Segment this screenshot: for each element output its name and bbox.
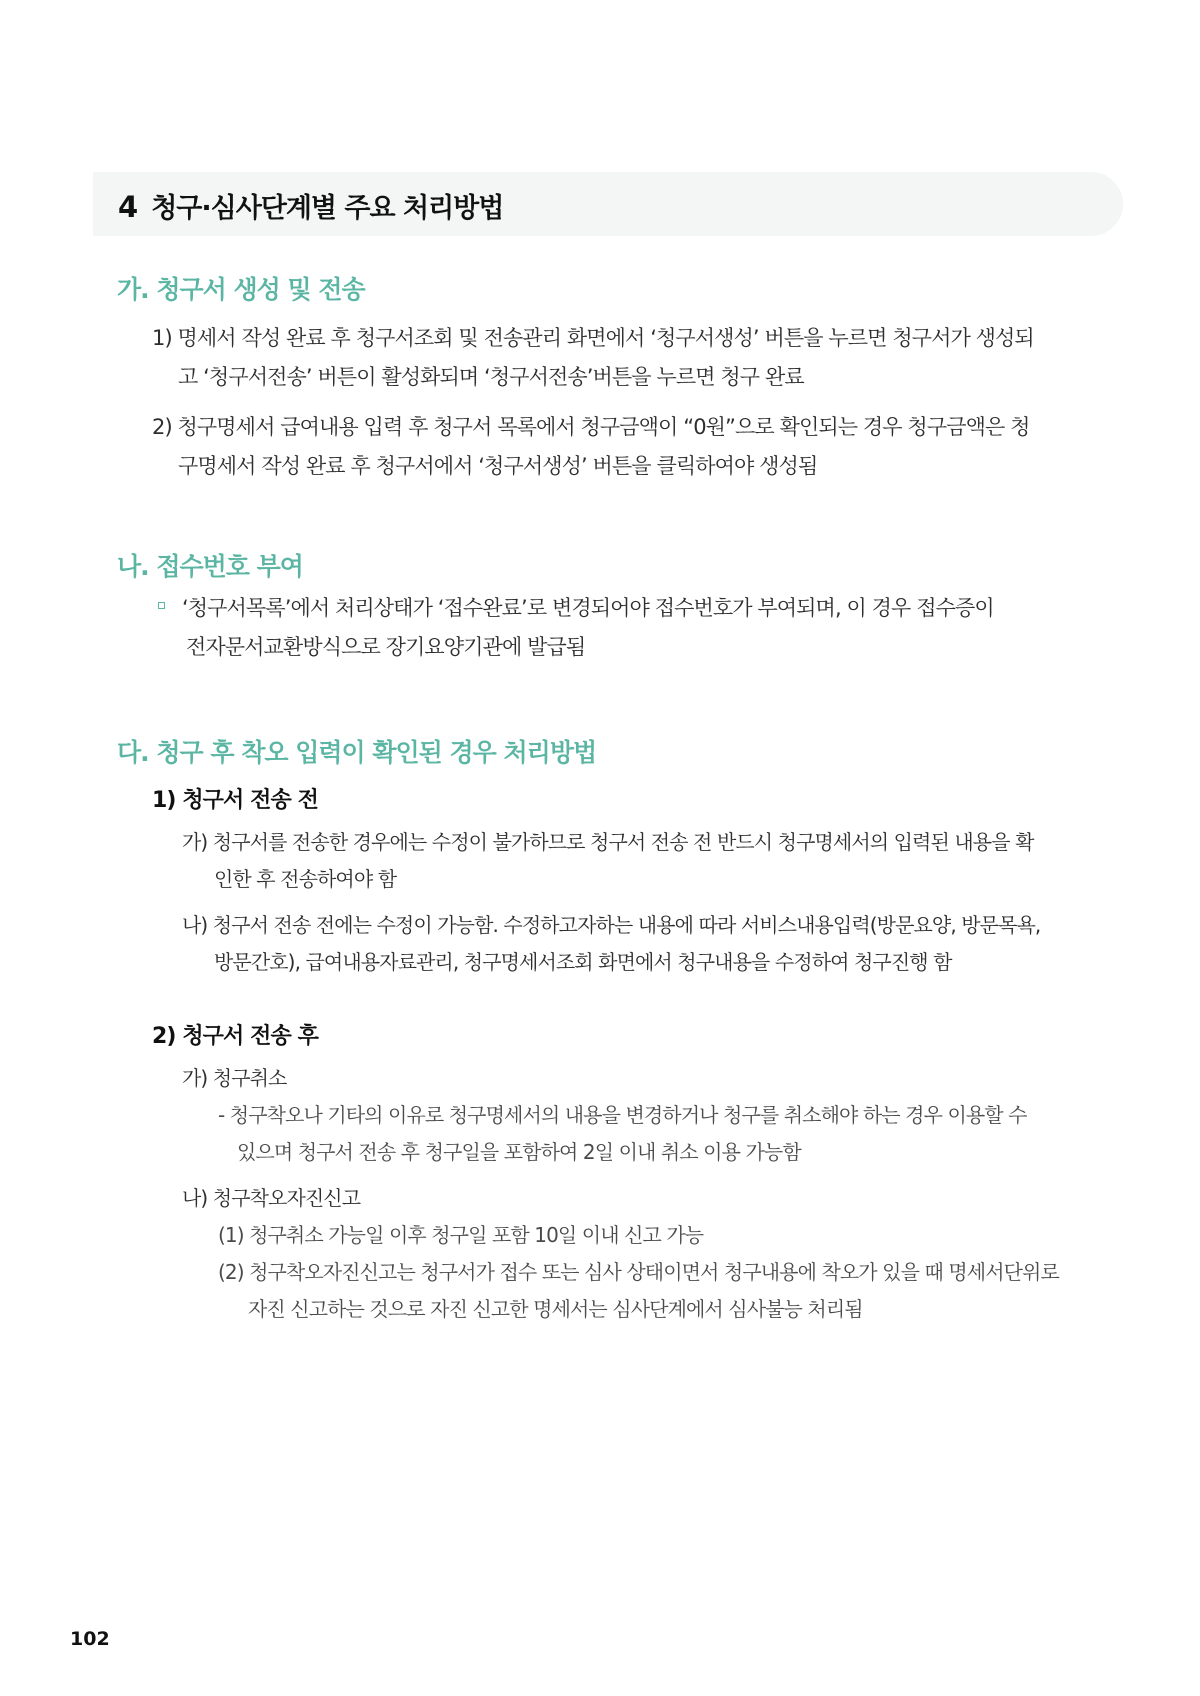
da-sub2-ga-title: 가) 청구취소 xyxy=(182,1066,287,1090)
da-sub2-na-item-2-line-1: (2) 청구착오자진신고는 청구서가 접수 또는 심사 상태이면서 청구내용에 착오가 있을 때 명세서단위로 xyxy=(218,1260,1059,1284)
subsection-heading-da: 다. 청구 후 착오 입력이 확인된 경우 처리방법 xyxy=(117,738,597,767)
da-sub1-ga-line-2: 인한 후 전송하여야 함 xyxy=(214,867,397,891)
section-title xyxy=(118,186,503,225)
section-title-text: 청구·심사단계별 주요 처리방법 xyxy=(151,193,504,224)
na-bullet xyxy=(182,589,994,667)
square-bullet-icon xyxy=(158,602,165,609)
ga-item-1-line-2: 고 ‘청구서전송’ 버튼이 활성화되며 ‘청구서전송’버튼을 누르면 청구 완료 xyxy=(178,365,804,389)
subsection-heading-na: 나. 접수번호 부여 xyxy=(117,552,303,581)
da-sub2-na-item-1: (1) 청구취소 가능일 이후 청구일 포함 10일 이내 신고 가능 xyxy=(218,1223,704,1247)
subsection-heading-ga: 가. 청구서 생성 및 전송 xyxy=(117,275,365,304)
ga-item-2 xyxy=(152,408,1030,486)
ga-item-1-line-1: 1) 명세서 작성 완료 후 청구서조회 및 전송관리 화면에서 ‘청구서생성’ 버튼을 누르면 청구서가 생성되 xyxy=(152,326,1034,350)
da-sub1-na-line-1: 나) 청구서 전송 전에는 수정이 가능함. 수정하고자하는 내용에 따라 서비스내용입력(방문요양, 방문목욕, xyxy=(182,913,1041,937)
da-sub2-ga-dash-line-1: - 청구착오나 기타의 이유로 청구명세서의 내용을 변경하거나 청구를 취소해야 하는 경우 이용할 수 xyxy=(218,1103,1027,1127)
da-sub2-na-item-2 xyxy=(218,1254,1059,1328)
na-bullet-line-1: ‘청구서목록’에서 처리상태가 ‘접수완료’로 변경되어야 접수번호가 부여되며, 이 경우 접수증이 xyxy=(182,596,994,620)
da-sub1-ga xyxy=(182,824,1034,898)
da-sub1-ga-line-1: 가) 청구서를 전송한 경우에는 수정이 불가하므로 청구서 전송 전 반드시 청구명세서의 입력된 내용을 확 xyxy=(182,830,1034,854)
da-sub2-na-item-2-line-2: 자진 신고하는 것으로 자진 신고한 명세서는 심사단계에서 심사불능 처리됨 xyxy=(248,1297,863,1321)
da-sub2-ga-dash-line-2: 있으며 청구서 전송 후 청구일을 포함하여 2일 이내 취소 이용 가능함 xyxy=(237,1140,801,1164)
page-number: 102 xyxy=(70,1628,110,1650)
da-sub2-ga-dash xyxy=(218,1097,1027,1171)
da-sub1-na xyxy=(182,907,1040,981)
na-bullet-line-2: 전자문서교환방식으로 장기요양기관에 발급됨 xyxy=(186,635,586,659)
ga-item-2-line-2: 구명세서 작성 완료 후 청구서에서 ‘청구서생성’ 버튼을 클릭하여야 생성됨 xyxy=(178,454,818,478)
da-sub2-na-title: 나) 청구착오자진신고 xyxy=(182,1186,361,1210)
ga-item-1 xyxy=(152,319,1034,397)
da-sub-heading-2: 2) 청구서 전송 후 xyxy=(152,1024,318,1049)
section-number: 4 xyxy=(118,190,138,224)
ga-item-2-line-1: 2) 청구명세서 급여내용 입력 후 청구서 목록에서 청구금액이 “0원”으로 확인되는 경우 청구금액은 청 xyxy=(152,415,1030,439)
da-sub1-na-line-2: 방문간호), 급여내용자료관리, 청구명세서조회 화면에서 청구내용을 수정하여 청구진행 함 xyxy=(214,950,952,974)
da-sub-heading-1: 1) 청구서 전송 전 xyxy=(152,788,318,813)
